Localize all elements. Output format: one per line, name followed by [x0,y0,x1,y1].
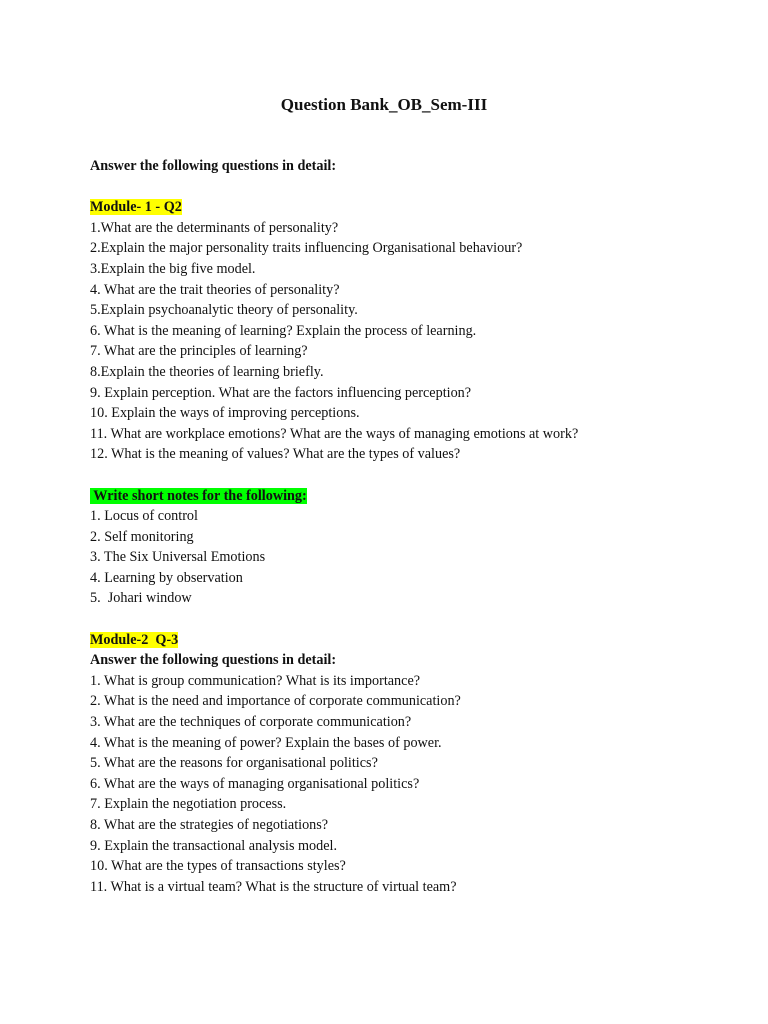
list-item: 3. What are the techniques of corporate communication? [90,714,412,731]
list-item: 7. What are the principles of learning? [90,343,308,360]
list-item: 8. What are the strategies of negotiations? [90,817,329,833]
intro-instruction: Answer the following questions in detail: [90,158,337,174]
module-2-instruction: Answer the following questions in detail: [90,652,337,669]
list-item: 2. Self monitoring [90,528,194,545]
module-1-heading [90,197,730,218]
short-notes-heading-text: Write short notes for the following: [90,487,307,504]
list-item: 6. What are the ways of managing organisational politics? [90,775,420,792]
short-notes-list [90,506,730,609]
list-item: 11. What are workplace emotions? What are the ways of managing emotions at work? [90,425,579,442]
list-item: 9. Explain perception. What are the factors influencing perception? [90,384,472,401]
list-item: 2. What is the need and importance of corporate communication? [90,693,461,710]
list-item: 2.Explain the major personality traits influencing Organisational behaviour? [90,240,523,257]
list-item: 4. What are the trait theories of personality? [90,281,340,298]
list-item: 8.Explain the theories of learning briefly. [90,363,324,380]
list-item: 10. Explain the ways of improving perceptions. [90,405,360,422]
list-item: 5. What are the reasons for organisational politics? [90,755,378,772]
list-item: 1. What is group communication? What is its importance? [90,672,421,689]
list-item: 6. What is the meaning of learning? Explain the process of learning. [90,322,477,339]
module-2-question-list [90,671,730,898]
list-item: 3. The Six Universal Emotions [90,549,266,566]
list-item: 3.Explain the big five model. [90,260,256,277]
list-item: 5.Explain psychoanalytic theory of personality. [90,302,358,319]
list-item: 1.What are the determinants of personality? [90,219,339,236]
document-body [90,156,730,897]
list-item: 5. Johari window [90,590,192,607]
list-item: 4. Learning by observation [90,569,243,586]
list-item: 12. What is the meaning of values? What are the types of values? [90,446,461,463]
list-item: 4. What is the meaning of power? Explain the bases of power. [90,734,442,751]
document-title: Question Bank_OB_Sem-III [280,95,488,114]
short-notes-heading [90,486,730,507]
list-item: 1. Locus of control [90,508,198,525]
module-1-question-list [90,218,730,465]
module-2-heading-text: Module-2 Q-3 [90,631,179,648]
list-item: 9. Explain the transactional analysis model. [90,837,338,854]
list-item: 10. What are the types of transactions styles? [90,858,346,875]
list-item: 7. Explain the negotiation process. [90,796,287,813]
module-2-heading [90,630,730,651]
list-item: 11. What is a virtual team? What is the structure of virtual team? [90,878,457,895]
module-1-heading-text: Module- 1 - Q2 [90,199,182,216]
